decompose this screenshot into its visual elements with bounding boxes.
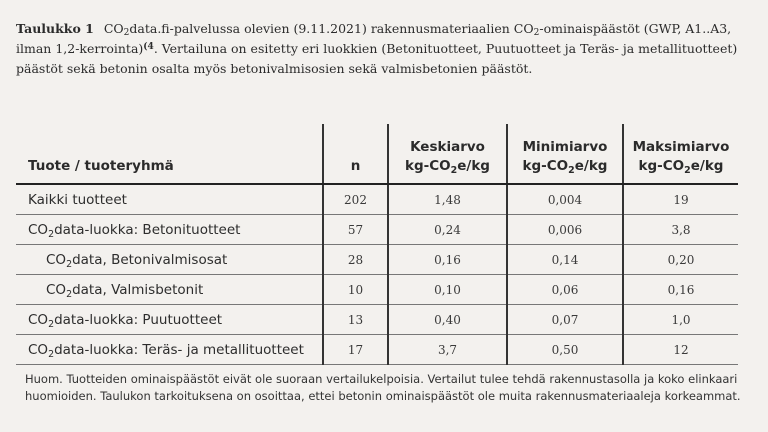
row-n: 13 (323, 305, 388, 335)
table-row (16, 215, 738, 245)
table-row (16, 245, 738, 275)
row-mean: 0,40 (388, 305, 507, 335)
table-footnote: Huom. Tuotteiden ominaispäästöt eivät ole suoraan vertailukelpoisia. Vertailut tulee tehdä rakennustasolla ja koko elinkaari huomioiden. Taulukon tarkoituksena on osoittaa, ettei betonin ominaispäästöt ole muita rakennusmateriaaleja korkeammat. (25, 372, 741, 403)
row-n: 202 (323, 184, 388, 215)
table-row (16, 305, 738, 335)
header-row (16, 124, 738, 184)
header-product: Tuote / tuoteryhmä (16, 124, 323, 184)
row-min: 0,06 (507, 275, 623, 305)
row-mean: 0,16 (388, 245, 507, 275)
row-min: 0,004 (507, 184, 623, 215)
row-max: 12 (623, 335, 738, 365)
row-min: 0,07 (507, 305, 623, 335)
row-product-name: $CO_2data$-luokka: Teräs- ja metallituotteet (16, 335, 323, 365)
row-mean: 1,48 (388, 184, 507, 215)
row-n: 57 (323, 215, 388, 245)
table-row (16, 335, 738, 365)
caption-label: Taulukko 1 (16, 21, 94, 36)
table-row (16, 184, 738, 215)
table-row (16, 275, 738, 305)
row-mean: 0,10 (388, 275, 507, 305)
row-min: 0,50 (507, 335, 623, 365)
row-product-name: $CO_2data$-luokka: Puutuotteet (16, 305, 323, 335)
row-product-name: $CO_2data$, Betonivalmisosat (16, 245, 323, 275)
row-max: 19 (623, 184, 738, 215)
row-max: 1,0 (623, 305, 738, 335)
row-product-name: Kaikki tuotteet (16, 184, 323, 215)
row-mean: 0,24 (388, 215, 507, 245)
caption-text: $CO_2data.fi$-palvelussa olevien (9.11.2021) rakennusmateriaalien $CO_2$-ominaispäästöt (GWP, A1..A3, ilman 1,2-kerrointa)$^{(4}$. Vertailuna on esitetty eri luokkien (Betonituotteet, Puutuotteet ja Teräs- ja metallituotteet) päästöt sekä betonin osalta myös betonivalmisosien sekä valmisbetonien päästöt. (16, 21, 738, 76)
header-n: n (323, 124, 388, 184)
row-mean: 3,7 (388, 335, 507, 365)
row-product-name: $CO_2data$, Valmisbetonit (16, 275, 323, 305)
row-product-name: $CO_2data$-luokka: Betonituotteet (16, 215, 323, 245)
table-caption (16, 19, 756, 79)
row-min: 0,006 (507, 215, 623, 245)
row-n: 17 (323, 335, 388, 365)
row-min: 0,14 (507, 245, 623, 275)
row-n: 28 (323, 245, 388, 275)
emissions-table (16, 124, 738, 365)
row-max: 0,16 (623, 275, 738, 305)
reference-marker: (4 (143, 42, 154, 52)
row-n: 10 (323, 275, 388, 305)
row-max: 0,20 (623, 245, 738, 275)
header-min: Minimiarvo $kg-CO_2e/kg$ (507, 124, 623, 184)
header-mean: Keskiarvo $kg-CO_2e/kg$ (388, 124, 507, 184)
header-max: Maksimiarvo $kg-CO_2e/kg$ (623, 124, 738, 184)
row-max: 3,8 (623, 215, 738, 245)
